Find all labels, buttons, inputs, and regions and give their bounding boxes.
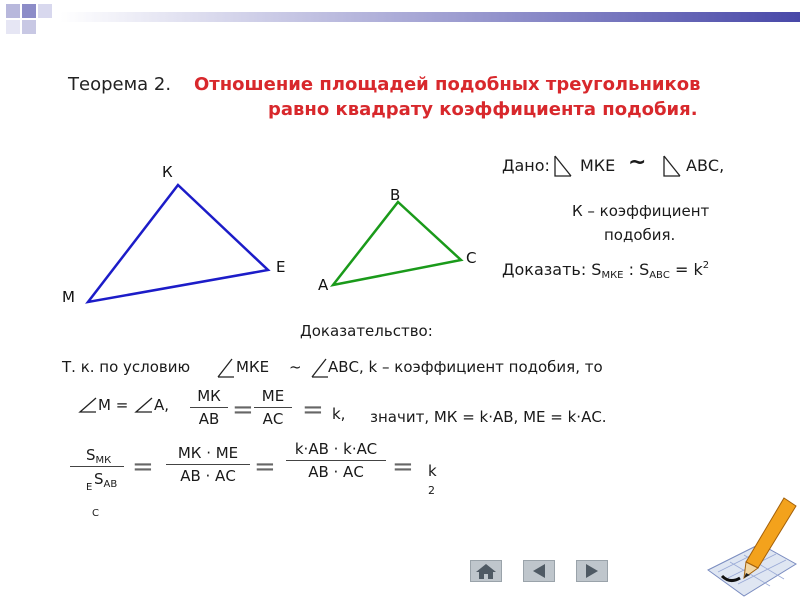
fraction-numerator: МК	[197, 387, 221, 405]
area-sub-e: Е	[86, 482, 93, 493]
forward-arrow-icon	[577, 561, 607, 581]
condition-start: Т. к. по условию	[62, 358, 191, 376]
vertex-a-label: А	[318, 276, 329, 294]
angle-equality: M =	[98, 396, 129, 414]
prove-sub-abc: АВС	[649, 270, 670, 281]
angle-a-label: A,	[154, 396, 170, 414]
equals-sign: =	[132, 452, 154, 482]
fraction-mk-ab	[190, 387, 228, 428]
condition-similarity-sign: ~	[289, 358, 302, 376]
fraction-denominator: АВ · АС	[180, 467, 236, 485]
given-triangle-abc: АВС,	[686, 156, 725, 175]
back-button[interactable]	[523, 560, 555, 582]
prove-statement	[502, 260, 709, 281]
coefficient-line2: подобия.	[604, 226, 676, 244]
area-denominator	[94, 470, 117, 490]
triangles-figure	[0, 150, 500, 320]
condition-triangle-mke: МКЕ	[236, 358, 270, 376]
vertex-m-label: М	[62, 288, 75, 306]
equals-sign: =	[232, 395, 254, 425]
vertex-k-label: К	[162, 163, 173, 181]
prove-colon: : S	[623, 260, 650, 279]
angle-symbol-icon	[78, 396, 98, 414]
fraction-denominator: АС	[262, 410, 284, 428]
angle-symbol-icon	[134, 396, 154, 414]
fraction-denominator: АВ	[198, 410, 220, 428]
pencil-icon	[700, 492, 800, 600]
area-sub-c: С	[92, 508, 99, 519]
triangle-symbol-icon	[216, 357, 236, 379]
fraction-numerator: МЕ	[261, 387, 285, 405]
prove-equals: = k	[669, 260, 703, 279]
fraction-denominator: АВ · АС	[308, 463, 364, 481]
prove-label: Доказать: S	[502, 260, 602, 279]
equals-sign: =	[302, 395, 324, 425]
fraction-mkme-abac	[166, 444, 250, 485]
equals-sign: =	[254, 452, 276, 482]
vertex-b-label: В	[390, 186, 401, 204]
given-triangle-mke: МКЕ	[580, 156, 616, 175]
fraction-me-ac	[254, 387, 292, 428]
result-exponent: 2	[428, 484, 435, 497]
similarity-sign: ~	[628, 150, 647, 175]
condition-rest: АВС, k – коэффициент подобия, то	[328, 358, 603, 376]
result-k: k	[428, 462, 437, 480]
area-sub-ab: АВ	[103, 479, 118, 490]
fraction-bar	[286, 460, 386, 461]
area-s-symbol: S	[94, 470, 104, 488]
triangle-abc	[333, 202, 461, 285]
home-button[interactable]	[470, 560, 502, 582]
fraction-bar	[190, 407, 228, 408]
fraction-numerator: k·AB · k·AC	[294, 440, 378, 458]
proof-label: Доказательство:	[300, 322, 433, 340]
header-decoration	[0, 0, 800, 40]
fraction-numerator: МК · МЕ	[177, 444, 239, 462]
prove-exponent: 2	[702, 260, 710, 271]
equals-sign: =	[392, 452, 414, 482]
area-s-symbol: S	[86, 446, 96, 464]
forward-button[interactable]	[576, 560, 608, 582]
coefficient-line1: К – коэффициент	[572, 202, 710, 220]
triangle-mke	[88, 185, 268, 302]
vertex-c-label: С	[466, 249, 477, 267]
area-numerator	[86, 446, 111, 466]
fraction-bar	[166, 464, 250, 465]
triangle-symbol-icon	[553, 154, 573, 178]
home-icon	[471, 561, 501, 581]
prove-sub-mke: МКЕ	[601, 270, 624, 281]
triangle-symbol-icon	[310, 357, 330, 379]
given-label: Дано:	[502, 156, 550, 175]
header-gradient-bar	[0, 0, 800, 40]
fraction-bar	[254, 407, 292, 408]
k-result: k,	[332, 405, 346, 423]
theorem-statement-line1: Отношение площадей подобных треугольников	[194, 74, 701, 95]
area-sub-mk: МК	[95, 455, 112, 466]
theorem-statement-line2: равно квадрату коэффициента подобия.	[268, 99, 698, 120]
triangle-symbol-icon	[662, 154, 682, 178]
fraction-bar	[70, 466, 124, 467]
fraction-kab-kac	[286, 440, 386, 481]
vertex-e-label: Е	[276, 258, 286, 276]
back-arrow-icon	[524, 561, 554, 581]
therefore-statement: значит, МК = k·АВ, МЕ = k·АС.	[370, 408, 607, 426]
theorem-label: Теорема 2.	[68, 74, 172, 95]
